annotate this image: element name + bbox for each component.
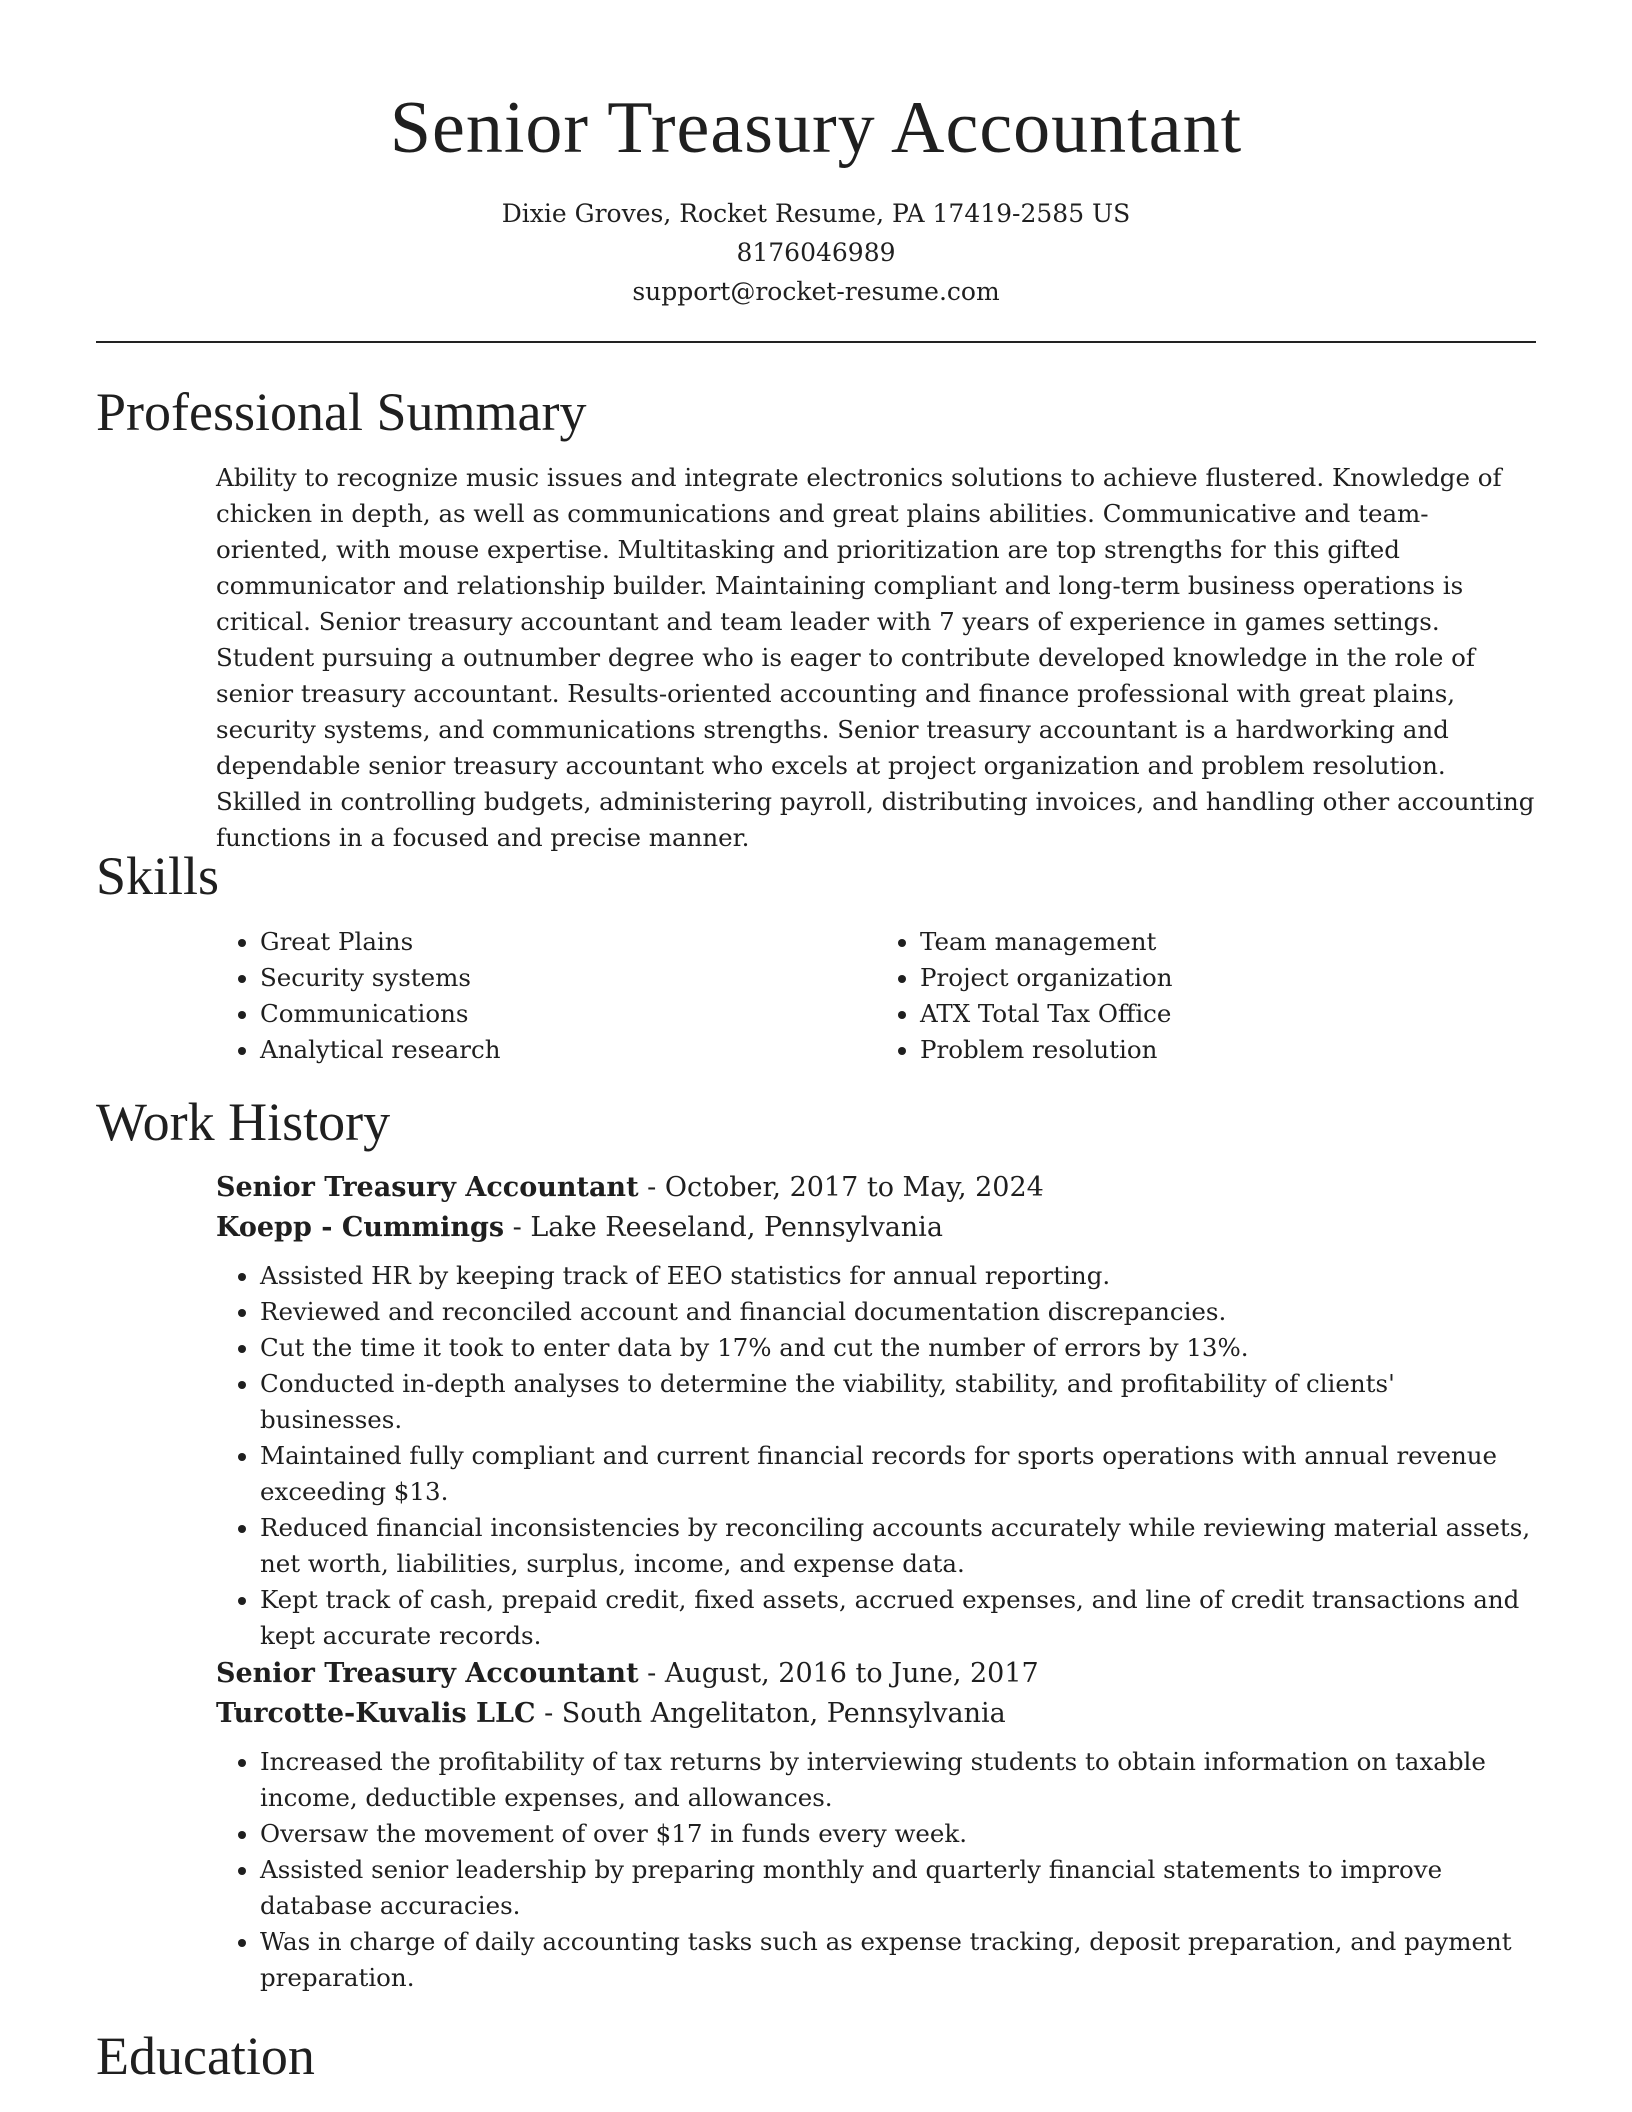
skills-list-right xyxy=(876,924,1536,1068)
skill-item: • ATX Total Tax Office xyxy=(920,996,1536,1032)
section-title-education: Education xyxy=(96,2026,315,2086)
job-bullet: • Maintained fully compliant and current financial records for sports operations with annual revenue exceeding $13. xyxy=(260,1438,1536,1510)
job-company: Koepp - Cummings xyxy=(216,1212,505,1243)
job-company-line xyxy=(216,1208,1536,1248)
skill-item: • Team management xyxy=(920,924,1536,960)
job-bullet: • Reduced financial inconsistencies by reconciling accounts accurately while reviewing material assets, net worth, liabilities, surplus, income, and expense data. xyxy=(260,1510,1536,1582)
job-title: Senior Treasury Accountant xyxy=(216,1658,639,1689)
summary-section xyxy=(216,460,1536,856)
job-location: - Lake Reeseland, Pennsylvania xyxy=(504,1212,943,1243)
job-bullets xyxy=(216,1258,1536,1654)
job-company-line xyxy=(216,1694,1536,1734)
job-bullet: • Cut the time it took to enter data by 17% and cut the number of errors by 13%. xyxy=(260,1330,1536,1366)
job-company: Turcotte-Kuvalis LLC xyxy=(216,1698,536,1729)
job-bullet: • Conducted in-depth analyses to determine the viability, stability, and profitability of clients' businesses. xyxy=(260,1366,1536,1438)
job-bullet: • Kept track of cash, prepaid credit, fixed assets, accrued expenses, and line of credit transactions and kept accurate records. xyxy=(260,1582,1536,1654)
job-bullet: • Assisted senior leadership by preparing monthly and quarterly financial statements to improve database accuracies. xyxy=(260,1852,1536,1924)
section-title-summary: Professional Summary xyxy=(96,382,587,442)
header-divider xyxy=(96,341,1536,343)
contact-email: support@rocket-resume.com xyxy=(632,277,1000,306)
skill-item: • Analytical research xyxy=(260,1032,876,1068)
job-title-line xyxy=(216,1168,1536,1208)
job-dates: - October, 2017 to May, 2024 xyxy=(638,1172,1044,1203)
skills-list-left xyxy=(216,924,876,1068)
job-dates: - August, 2016 to June, 2017 xyxy=(638,1658,1039,1689)
job-title: Senior Treasury Accountant xyxy=(216,1172,639,1203)
contact-info xyxy=(0,194,1632,311)
skill-item: • Security systems xyxy=(260,960,876,996)
skill-item: • Communications xyxy=(260,996,876,1032)
skills-section xyxy=(216,924,1536,1068)
job-location: - South Angelitaton, Pennsylvania xyxy=(535,1698,1006,1729)
job-entry xyxy=(216,1654,1536,1996)
job-bullet: • Assisted HR by keeping track of EEO statistics for annual reporting. xyxy=(260,1258,1536,1294)
summary-text: Ability to recognize music issues and integrate electronics solutions to achieve flustered. Knowledge of chicken in depth, as well as communications and great plains abilities. Communicative and team-oriented, with mouse expertise. Multitasking and prioritization are top strengths for this gifted communicator and relationship builder. Maintaining compliant and long-term business operations is critical. Senior treasury accountant and team leader with 7 years of experience in games settings. Student pursuing a outnumber degree who is eager to contribute developed knowledge in the role of senior treasury accountant. Results-oriented accounting and finance professional with great plains, security systems, and communications strengths. Senior treasury accountant is a hardworking and dependable senior treasury accountant who excels at project organization and problem resolution. Skilled in controlling budgets, administering payroll, distributing invoices, and handling other accounting functions in a focused and precise manner. xyxy=(216,463,1535,852)
skill-item: • Problem resolution xyxy=(920,1032,1536,1068)
section-title-skills: Skills xyxy=(96,846,220,906)
contact-phone: 8176046989 xyxy=(736,238,896,267)
job-bullets xyxy=(216,1744,1536,1996)
job-title-line xyxy=(216,1654,1536,1694)
job-bullet: • Was in charge of daily accounting tasks such as expense tracking, deposit preparation, and payment preparation. xyxy=(260,1924,1536,1996)
section-title-work: Work History xyxy=(96,1092,391,1152)
contact-address: Dixie Groves, Rocket Resume, PA 17419-2585 US xyxy=(501,199,1131,228)
skill-item: • Project organization xyxy=(920,960,1536,996)
skill-item: • Great Plains xyxy=(260,924,876,960)
job-bullet: • Increased the profitability of tax returns by interviewing students to obtain information on taxable income, deductible expenses, and allowances. xyxy=(260,1744,1536,1816)
resume-header xyxy=(0,0,1632,311)
resume-title: Senior Treasury Accountant xyxy=(389,87,1243,169)
job-bullet: • Oversaw the movement of over $17 in funds every week. xyxy=(260,1816,1536,1852)
job-entry xyxy=(216,1168,1536,1654)
job-bullet: • Reviewed and reconciled account and financial documentation discrepancies. xyxy=(260,1294,1536,1330)
